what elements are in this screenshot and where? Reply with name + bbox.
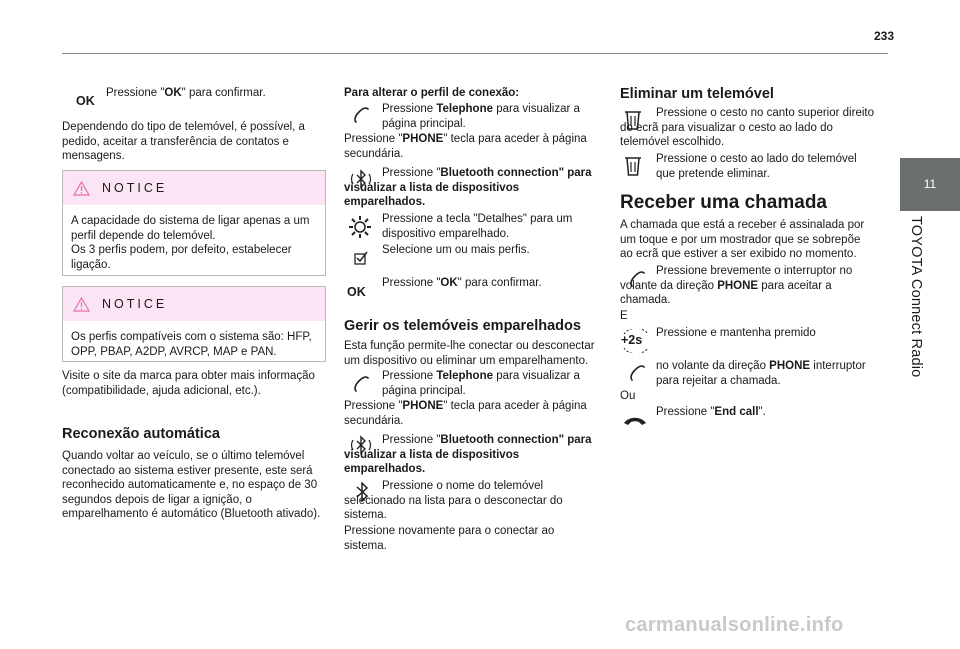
text: no volante da direção: [656, 360, 770, 372]
section-heading: Eliminar um telemóvel: [620, 86, 774, 102]
checkbox-icon: [354, 251, 368, 265]
step-text: [344, 132, 598, 161]
notice-title: NOTICE: [102, 180, 168, 195]
text-bold: PHONE: [402, 400, 444, 412]
text: " tecla para aceder à página secundária.: [344, 400, 587, 427]
text: Pressione ": [382, 277, 441, 289]
text: para visualizar a página principal.: [382, 370, 580, 397]
conjunction-label: Ou: [620, 390, 636, 402]
step-text: Selecione um ou mais perfis.: [382, 244, 530, 256]
text-bold: Bluetooth connection" para visualizar a lista de dispositivos emparelhados.: [344, 167, 592, 209]
step-text: [382, 369, 594, 398]
text: para aceitar a chamada.: [620, 279, 832, 307]
text: Pressione: [382, 103, 437, 115]
step-text: [344, 166, 598, 210]
phone-handset-icon: [352, 375, 370, 393]
text: ".: [758, 406, 766, 418]
paragraph: A chamada que está a receber é assinalada por um toque e por um mostrador que se sobrepõe ao ecrã que estiver a ser exibido no momento.: [620, 219, 865, 261]
paragraph: Esta função permite-lhe conectar ou desconectar um dispositivo ou eliminar um emparelhamento.: [344, 340, 595, 367]
text: Pressione ": [344, 400, 403, 412]
text-bold: PHONE: [402, 133, 444, 145]
chapter-title: TOYOTA Connect Radio: [908, 216, 924, 378]
step-text: Pressione o nome do telemóvel selecionado na lista para o desconectar do sistema.: [344, 480, 563, 522]
text-bold: Bluetooth connection" para visualizar a lista de dispositivos emparelhados.: [344, 434, 592, 476]
notice-box-1: [62, 170, 326, 276]
notice-text: A capacidade do sistema de ligar apenas a um perfil depende do telemóvel. Os 3 perfis podem, por defeito, estabelecer ligação.: [71, 215, 310, 271]
text-bold: OK: [164, 87, 182, 99]
trash-icon: [624, 155, 642, 177]
ok-icon: OK: [76, 94, 95, 108]
text: Pressione ": [344, 133, 403, 145]
text: Pressione: [382, 370, 437, 382]
text-bold: PHONE: [769, 360, 811, 372]
confirm-instruction: [106, 86, 306, 101]
step-text: [344, 399, 598, 428]
chapter-tab: [900, 158, 960, 211]
hold-2s-label: +2s: [621, 333, 643, 347]
warning-icon: [73, 181, 90, 196]
phone-handset-icon: [628, 364, 646, 382]
header-rule: [62, 53, 888, 54]
ok-icon: OK: [347, 285, 366, 299]
notice-text: Os perfis compatíveis com o sistema são: HFP, OPP, PBAP, A2DP, AVRCP, MAP e PAN.: [71, 331, 312, 358]
conjunction-label: E: [620, 310, 628, 322]
text: Pressione brevemente o interruptor no volante da direção: [620, 265, 853, 292]
text: " tecla para aceder à página secundária.: [344, 133, 587, 160]
text-bold: PHONE: [717, 279, 759, 292]
notice-box-2: [62, 286, 326, 362]
page-number: 233: [873, 29, 894, 43]
step-text: [656, 405, 874, 420]
step-text: [382, 276, 594, 291]
step-text: [620, 264, 876, 308]
text: " para confirmar.: [181, 87, 266, 99]
text-bold: Telephone: [436, 370, 493, 382]
notice-title: NOTICE: [102, 296, 168, 311]
text: interruptor para rejeitar a chamada.: [656, 360, 866, 387]
text: Pressione ": [106, 87, 165, 99]
step-text: Pressione a tecla "Detalhes" para um dispositivo emparelhado.: [382, 213, 573, 240]
end-call-icon: [622, 414, 648, 428]
step-text: [656, 359, 874, 388]
section-heading: Receber uma chamada: [620, 192, 827, 213]
paragraph: Dependendo do tipo de telemóvel, é possível, a pedido, aceitar a transferência de contatos e mensagens.: [62, 121, 305, 163]
text: para visualizar a página principal.: [382, 103, 580, 130]
step-text: Pressione novamente para o conectar ao sistema.: [344, 525, 555, 552]
phone-handset-icon: [352, 106, 370, 124]
step-text: Pressione o cesto no canto superior direito do ecrã para visualizar o cesto ao lado do telemóvel escolhido.: [620, 107, 874, 149]
text-bold: End call: [714, 406, 759, 418]
text-bold: OK: [440, 277, 458, 289]
text: " para confirmar.: [457, 277, 542, 289]
notice-header: [63, 287, 325, 321]
details-gear-icon: [347, 214, 373, 240]
warning-icon: [73, 297, 90, 312]
text: Pressione ": [382, 434, 441, 446]
hold-2s-icon: [618, 329, 654, 353]
text: Pressione ": [382, 167, 441, 179]
procedure-title: Para alterar o perfil de conexão:: [344, 87, 520, 99]
text-bold: Telephone: [436, 103, 493, 115]
step-text: [344, 433, 598, 477]
section-heading: Gerir os telemóveis emparelhados: [344, 318, 581, 334]
step-text: [382, 102, 594, 131]
notice-header: [63, 171, 325, 205]
step-text: Pressione e mantenha premido: [656, 327, 816, 339]
paragraph: Quando voltar ao veículo, se o último telemóvel conectado ao sistema estiver presente, este será reconhecido automaticamente e, no espaço de 30 segundos depois de ligar a ignição, o emparelhamento é automático (Bluetooth ativado).: [62, 450, 321, 521]
text: Pressione ": [656, 406, 715, 418]
watermark: carmanualsonline.info: [625, 614, 844, 636]
step-text: Pressione o cesto ao lado do telemóvel que pretende eliminar.: [656, 153, 857, 180]
paragraph: Visite o site da marca para obter mais informação (compatibilidade, ajuda adicional, etc.).: [62, 370, 315, 397]
section-heading: Reconexão automática: [62, 426, 220, 442]
chapter-number: 11: [923, 177, 937, 192]
